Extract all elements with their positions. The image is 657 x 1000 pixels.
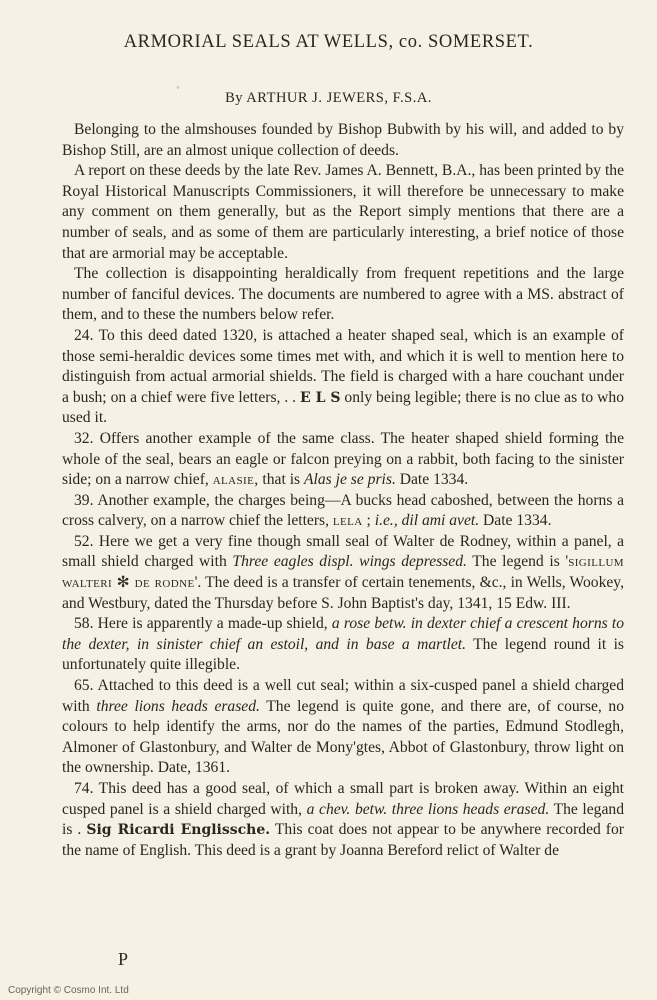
paragraph-74-text-a: 74. This deed has a good seal, of which a small part is broken away. Within an eight cusped panel is a shield charged with, [62,780,624,818]
paragraph-58 [62,614,624,676]
paragraph-3: The collection is disappointing heraldically from frequent repetitions and the large number of fanciful devices. The documents are numbered to agree with a MS. abstract of them, and to these the numbers below refer. [62,265,624,324]
paragraph-32-italic: Alas je se pris. [304,471,396,489]
paragraph-74-text-b: The legand is . [62,800,624,839]
paragraph-39-text-a: 39. Another example, the charges being—A bucks head caboshed, between the horns a cross calvery, on a narrow chief the letters, [62,491,624,530]
paragraph-39-letters: lela [332,512,363,530]
paragraph-58-italic: a rose betw. in dexter chief a crescent horns to the dexter, in sinister chief an estoil, and in base a martlet. [62,615,624,653]
paragraph-52-text-b: The legend is ' [472,553,569,571]
paragraph-58-text-b: The legend round it is unfortunately quite illegible. [62,635,624,674]
paragraph-32-motto: alasie, [212,471,259,489]
paragraph-39-text-b: ; [366,512,371,530]
paragraph-32-text-a: 32. Offers another example of the same class. The heater shaped shield forming the whole of the seal, bears an eagle or falcon preying on a rabbit, both facing to the sinister side; on a narrow chief, [62,429,624,489]
paragraph-52-text-a: 52. Here we get a very fine though small seal of Walter de Rodney, within a panel, a small shield charged with [62,532,624,571]
signature-mark: P [118,949,129,969]
paragraph-39-italic: i.e., dil ami avet. [374,512,480,530]
paragraph-32-text-b: that is [262,471,301,489]
paragraph-74-text-c: This coat does not appear to be anywhere recorded for the name of English. This deed is a grant by Joanna Bereford relict of Walter de [62,821,624,859]
paragraph-74-blackletter: Sig Ricardi Englissche. [86,822,271,839]
paragraph-1: Belonging to the almshouses founded by Bishop Bubwith by his will, and added to by Bishop Still, are an almost unique collection of deeds. [62,121,624,159]
paragraph-52-legend: sigillum walteri ✻ de rodne [62,553,624,592]
paragraph-65-text-a: 65. Attached to this deed is a well cut seal; within a six-cusped panel a shield charged with [62,677,624,715]
paragraph-52-italic: Three eagles displ. wings depressed. [232,553,467,571]
paragraph-2: A report on these deeds by the late Rev. James A. Bennett, B.A., has been printed by the Royal Historical Manuscripts Commissioners, it will therefore be unnecessary to make any comment on them generally, but as the Report simply mentions that there are a number of seals, and as some of them are particularly interesting, a brief notice of those that are armorial may be acceptable. [62,162,624,262]
paragraph-58-text-a: 58. Here is apparently a made-up shield, [74,615,328,633]
paragraph-39-text-c: Date 1334. [483,512,552,530]
paragraph-52-text-c: '. The deed is a transfer of certain tenements, &c., in Wells, Wookey, and Westbury, dated the Thursday before S. John Baptist's day, 1341, 15 Edw. III. [62,574,624,612]
paragraph-39 [62,491,624,532]
paragraph-24-letters: E L S [300,389,341,406]
paragraph-24 [62,326,624,429]
paragraph-74 [62,779,624,861]
paragraph-24-text-a: 24. To this deed dated 1320, is attached a heater shaped seal, which is an example of those semi-heraldic devices some times met with, and which it is well to mention here to distinguish from actual armorial shields. The field is charged with a hare couchant under a bush; on a chief were five letters, . . [62,326,624,406]
article-title: ARMORIAL SEALS AT WELLS, co. SOMERSET. [123,32,534,52]
paragraph-74-italic: a chev. betw. three lions heads erased. [306,800,550,818]
article-byline: By ARTHUR J. JEWERS, F.S.A. [225,90,432,106]
paragraph-32 [62,429,624,491]
paragraph-32-text-c: Date 1334. [399,471,469,489]
article-body [62,120,624,861]
paragraph-65-text-b: The legend is quite gone, and there are, of course, no colours to help identify the arms, nor do the names of the parties, Edmund Stodlegh, Almoner of Glastonbury, and Walter de Mony'gtes, Abbot of Glastonbury, throw light on the ownership. Date, 1361. [62,697,624,777]
ornament-mark: ˚ [176,85,180,97]
paragraph-52 [62,532,624,614]
paragraph-24-text-b: only being legible; there is no clue as to who used it. [62,388,624,427]
copyright-notice: Copyright © Cosmo Int. Ltd [8,985,129,996]
paragraph-65-italic: three lions heads erased. [96,697,260,715]
paragraph-65 [62,676,624,779]
